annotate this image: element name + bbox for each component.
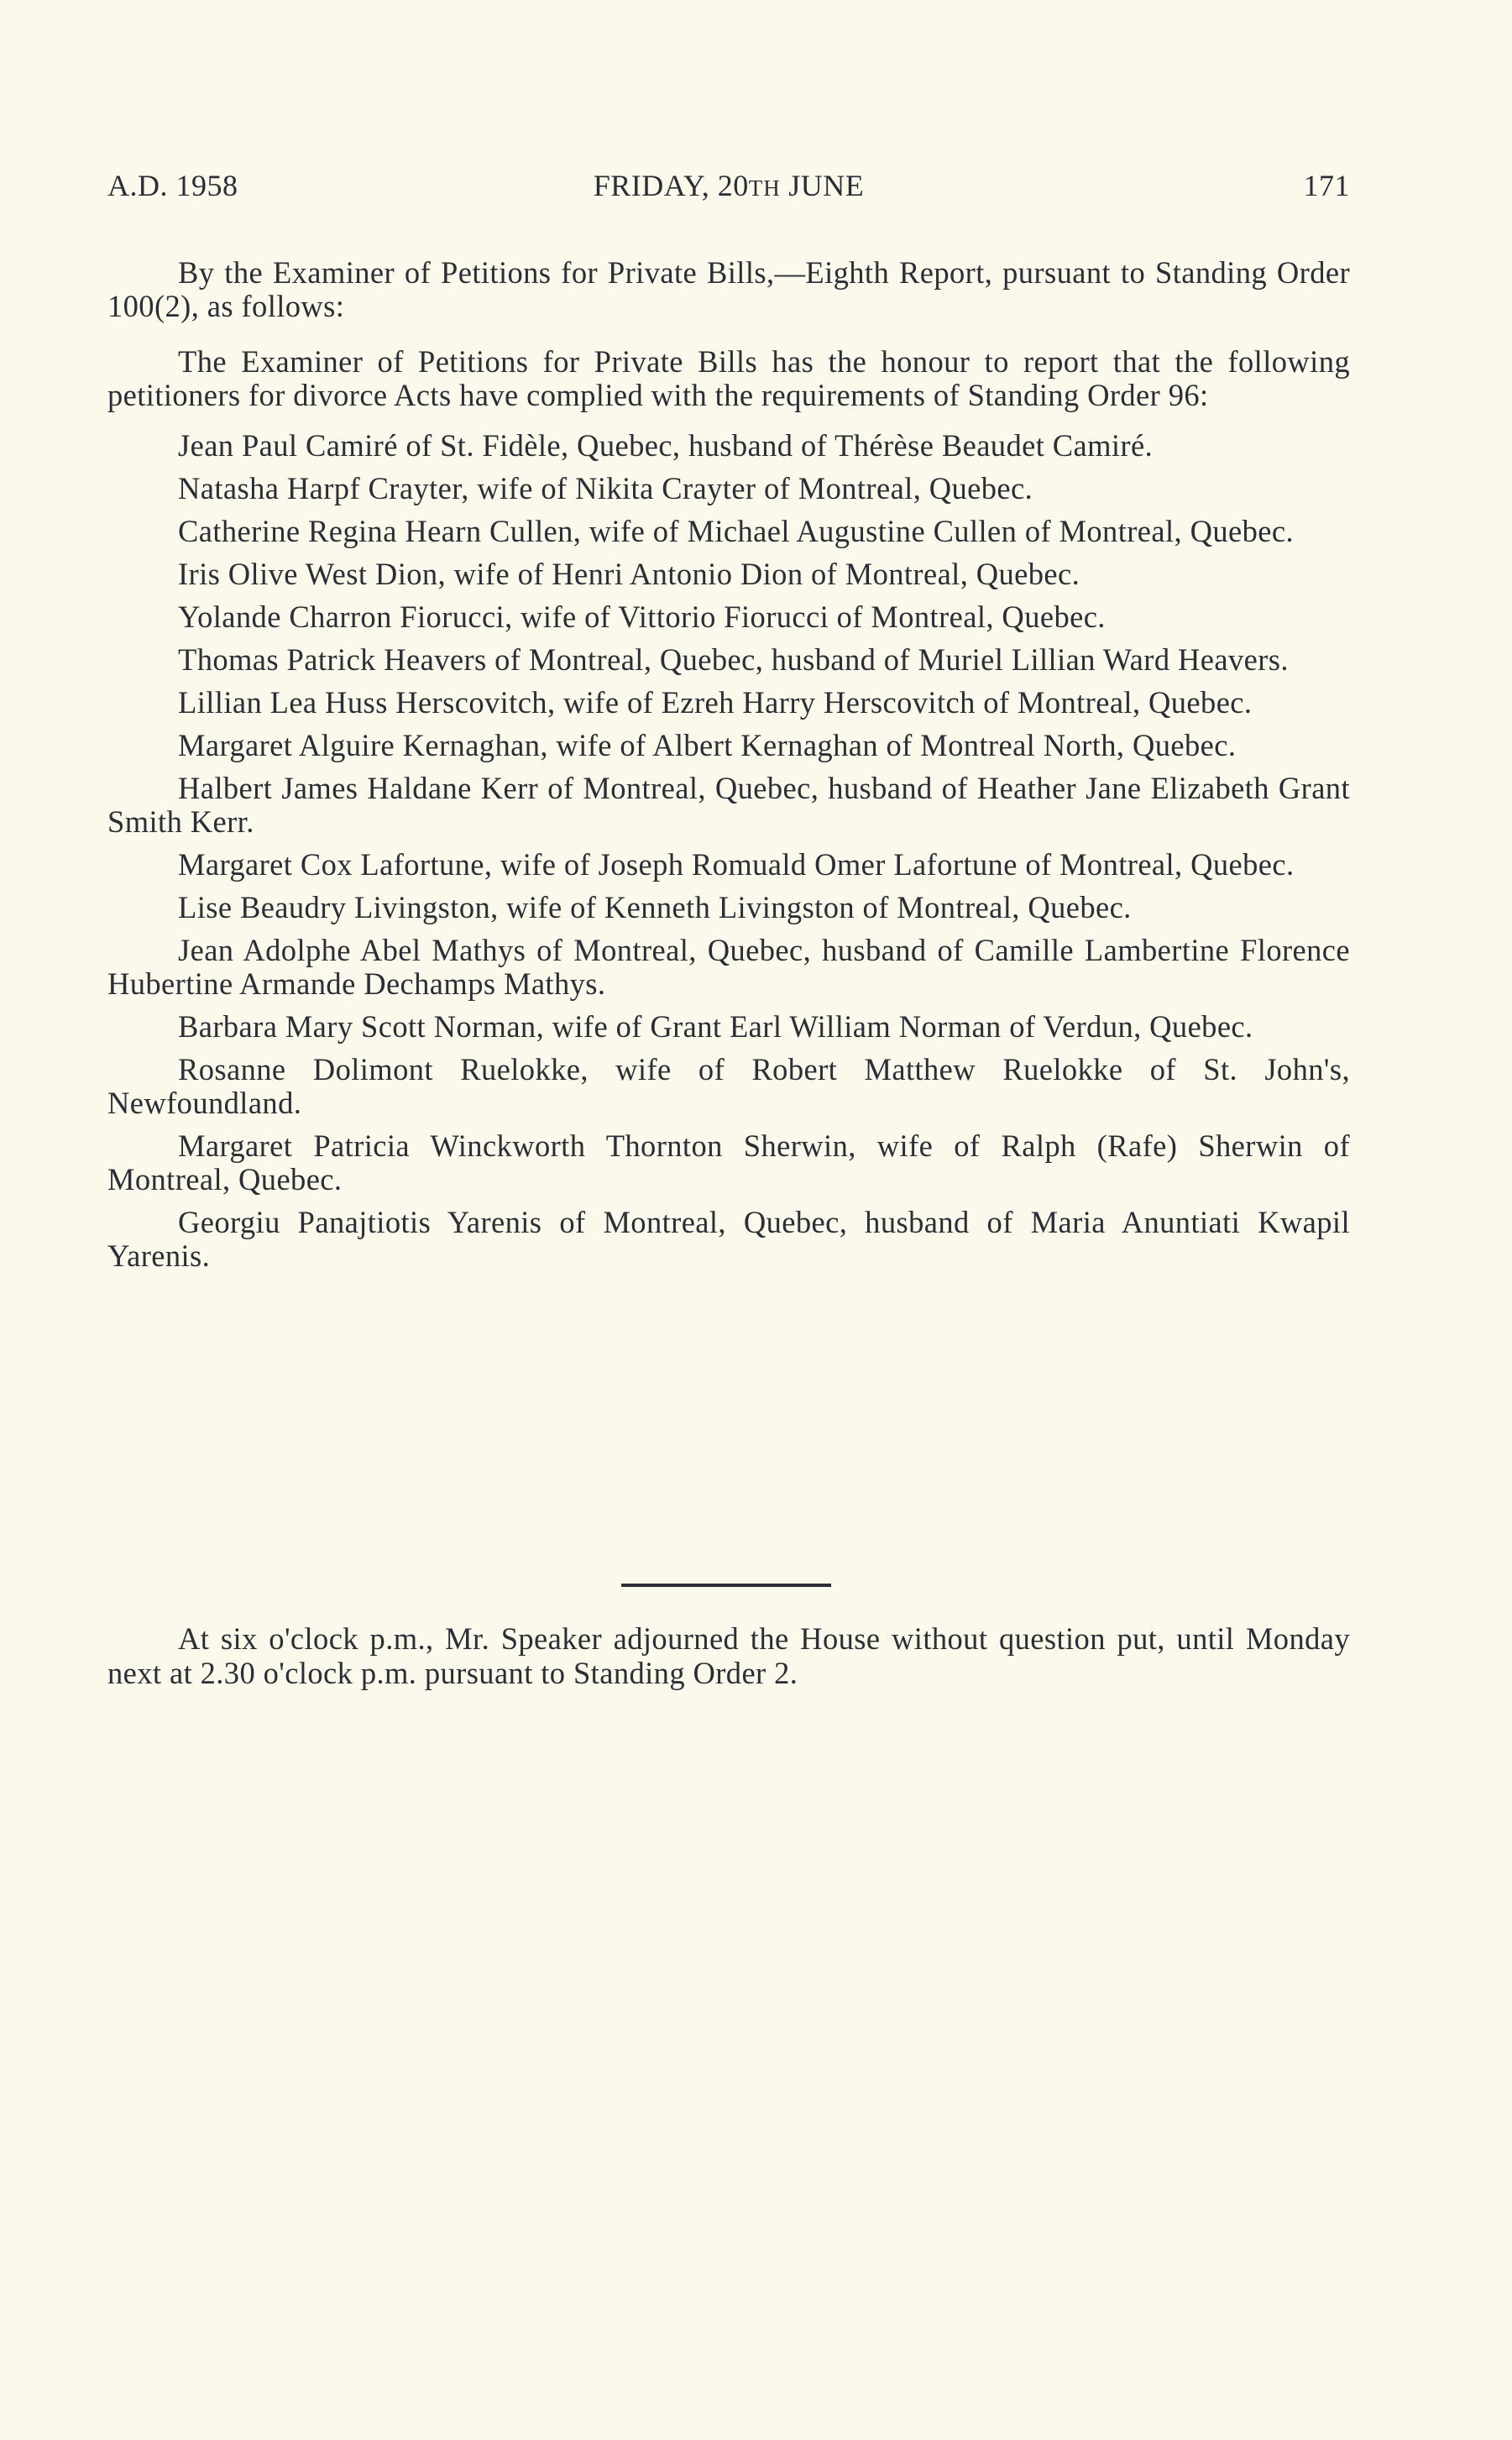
header-date-prefix: FRIDAY, 20 bbox=[593, 169, 749, 202]
petitioner-entry: Lise Beaudry Livingston, wife of Kenneth Livingston of Montreal, Quebec. bbox=[178, 890, 1132, 924]
header-date-month: JUNE bbox=[780, 169, 865, 202]
petitioner-entry: Barbara Mary Scott Norman, wife of Grant Earl William Norman of Verdun, Quebec. bbox=[178, 1009, 1253, 1044]
petitioner-entry: Catherine Regina Hearn Cullen, wife of Michael Augustine Cullen of Montreal, Quebec. bbox=[178, 514, 1294, 548]
petitioner-entry: Halbert James Haldane Kerr of Montreal, Quebec, husband of Heather Jane Elizabeth Grant Smith Kerr. bbox=[107, 771, 1350, 839]
page-number: 171 bbox=[1303, 169, 1350, 202]
running-header bbox=[107, 168, 1350, 210]
petitioner-entry: Margaret Cox Lafortune, wife of Joseph Romuald Omer Lafortune of Montreal, Quebec. bbox=[178, 847, 1295, 882]
petitioner-entry: Margaret Alguire Kernaghan, wife of Albert Kernaghan of Montreal North, Quebec. bbox=[178, 728, 1237, 762]
header-date bbox=[107, 168, 1350, 203]
petitioner-entry: Lillian Lea Huss Herscovitch, wife of Ezreh Harry Herscovitch of Montreal, Quebec. bbox=[178, 685, 1253, 720]
report-paragraph: The Examiner of Petitions for Private Bills has the honour to report that the following petitioners for divorce Acts have complied with the requirements of Standing Order 96: bbox=[107, 344, 1350, 412]
adjournment-paragraph: At six o'clock p.m., Mr. Speaker adjourned the House without question put, until Monday next at 2.30 o'clock p.m. pursuant to Standing Order 2. bbox=[107, 1621, 1350, 1690]
petitioner-entry: Iris Olive West Dion, wife of Henri Antonio Dion of Montreal, Quebec. bbox=[178, 557, 1080, 591]
petitioner-entry: Yolande Charron Fiorucci, wife of Vittorio Fiorucci of Montreal, Quebec. bbox=[178, 600, 1106, 634]
petitioner-entry: Margaret Patricia Winckworth Thornton Sherwin, wife of Ralph (Rafe) Sherwin of Montreal, Quebec. bbox=[107, 1128, 1350, 1196]
petitioner-entry: Thomas Patrick Heavers of Montreal, Quebec, husband of Muriel Lillian Ward Heavers. bbox=[178, 642, 1289, 677]
petitioner-entry: Rosanne Dolimont Ruelokke, wife of Robert Matthew Ruelokke of St. John's, Newfoundland. bbox=[107, 1052, 1350, 1120]
petitioner-entry: Jean Paul Camiré of St. Fidèle, Quebec, husband of Thérèse Beaudet Camiré. bbox=[178, 428, 1154, 463]
section-divider bbox=[621, 1584, 831, 1587]
petitioner-entry: Natasha Harpf Crayter, wife of Nikita Crayter of Montreal, Quebec. bbox=[178, 471, 1033, 505]
petitioner-entry: Georgiu Panajtiotis Yarenis of Montreal, Quebec, husband of Maria Anuntiati Kwapil Yarenis. bbox=[107, 1205, 1350, 1273]
petitioner-entry: Jean Adolphe Abel Mathys of Montreal, Quebec, husband of Camille Lambertine Florence Hubertine Armande Dechamps Mathys. bbox=[107, 933, 1350, 1001]
header-year: A.D. 1958 bbox=[107, 169, 238, 202]
intro-paragraph: By the Examiner of Petitions for Private Bills,—Eighth Report, pursuant to Standing Order 100(2), as follows: bbox=[107, 255, 1350, 323]
report-body bbox=[107, 256, 1350, 1282]
header-date-ordinal: TH bbox=[748, 175, 781, 201]
